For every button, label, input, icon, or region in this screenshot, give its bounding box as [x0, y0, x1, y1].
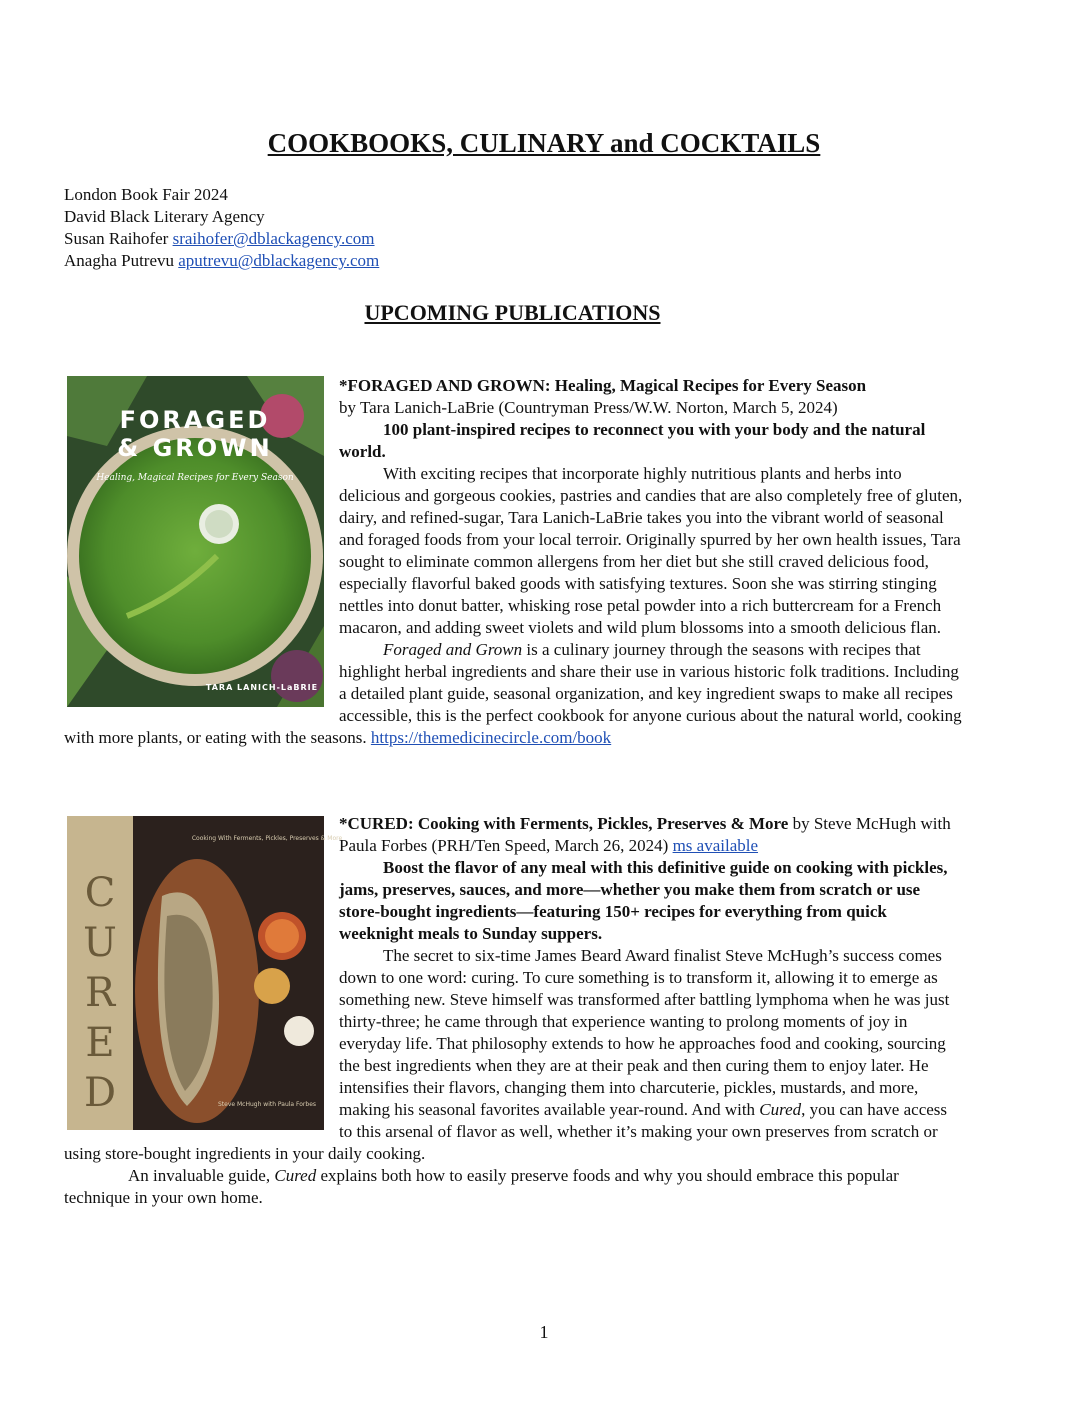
agency-line: David Black Literary Agency [64, 207, 265, 226]
book-description-text: The secret to six-time James Beard Award finalist Steve McHugh’s success comes down to one word: curing. To cure something is to transform it, allowing it to emerge as something new. Steve himself was transformed after battling lymphoma when he was just thirty-three; he came through that experience wanting to prolong moments of joy in everyday life. That philosophy extends to how he approaches food and cooking, sourcing the best ingredients when they are at their peak and then curing them to enjoy later. He intensifies their flavors, changing them into charcuterie, pickles, mustards, and more, making his seasonal favorites available year-round. And with [339, 946, 950, 1119]
book-title: *CURED: Cooking with Ferments, Pickles, Preserves & More [339, 814, 789, 833]
book-title-italic: Foraged and Grown [383, 640, 523, 659]
cover-subtitle: Cooking With Ferments, Pickles, Preserves & More [191, 835, 343, 842]
header-block [64, 184, 379, 272]
cover-letter: C [84, 870, 116, 916]
book-description-text: , you can have access to this arsenal of flavor as well, whether it’s making your own preserves from scratch or using store-bought ingredients in your daily cooking. [64, 1100, 948, 1163]
cover-spacer [64, 375, 339, 710]
document-title: COOKBOOKS, CULINARY and COCKTAILS [267, 128, 821, 158]
section-title: UPCOMING PUBLICATIONS [364, 300, 661, 325]
cover-title-line2: & GROWN [117, 434, 273, 462]
cover-author: Steve McHugh with Paula Forbes [217, 1101, 317, 1108]
book-entry-foraged-and-grown [64, 375, 964, 749]
book-description-2 [64, 1165, 964, 1209]
book-description-text: is a culinary journey through the seasons with recipes that highlight herbal ingredients and share their use in various historic folk traditions. Including a detailed plant guide, seasonal organization, and key ingredient swaps to make all recipes accessible, this is the perfect cookbook for anyone curious about the natural world, cooking with more plants, or eating with the seasons. [64, 640, 962, 747]
cover-letter: D [83, 1070, 117, 1116]
book-title-italic: Cured [759, 1100, 802, 1119]
contact-name: Susan Raihofer [64, 229, 169, 248]
cover-letter: E [85, 1020, 115, 1066]
manuscript-link[interactable]: ms available [672, 836, 759, 855]
book-tagline: Boost the flavor of any meal with this definitive guide on cooking with pickles, jams, preserves, sauces, and more—whether you make them from scratch or use store-bought ingredients—featuring 150+ recipes for everything from quick weeknight meals to Sunday suppers. [339, 858, 948, 943]
cover-subtitle: Healing, Magical Recipes for Every Season [96, 473, 294, 483]
cover-letter: U [83, 920, 117, 966]
contact-email-link[interactable]: aputrevu@dblackagency.com [178, 251, 380, 270]
contact-email-link[interactable]: sraihofer@dblackagency.com [172, 229, 375, 248]
contact-line [64, 250, 379, 272]
book-title-italic: Cured [274, 1166, 317, 1185]
cover-title-line1: FORAGED [119, 406, 271, 434]
book-website-link[interactable]: https://themedicinecircle.com/book [370, 728, 612, 747]
book-entry-cured [64, 813, 964, 1209]
cover-author: TARA LANICH-LaBRIE [205, 683, 319, 692]
book-tagline: 100 plant-inspired recipes to reconnect you with your body and the natural world. [339, 420, 926, 461]
book-title: *FORAGED AND GROWN: Healing, Magical Recipes for Every Season [339, 376, 867, 395]
book-byline: by Steve McHugh with Paula Forbes (PRH/Ten Speed, March 26, 2024) [339, 814, 951, 855]
page-number: 1 [539, 1322, 549, 1342]
event-line: London Book Fair 2024 [64, 185, 228, 204]
contact-line [64, 228, 379, 250]
book-description: With exciting recipes that incorporate highly nutritious plants and herbs into delicious and gorgeous cookies, pastries and candies that are also completely free of gluten, dairy, and refined-sugar, Tara Lanich-LaBrie takes you into the vibrant world of seasonal and foraged foods from your local terroir. Originally spurred by her own health issues, Tara sought to eliminate common allergens from her diet but she still craved delicious food, especially flavorful baked goods with satisfying textures. Soon she was stirring stinging nettles into donut batter, whisking rose petal powder into a rich buttercream for a French macaron, and adding sweet violets and wild plum blossoms into a smooth delicious flan. [339, 464, 963, 637]
book-description-text: explains both how to easily preserve foods and why you should embrace this popular technique in your own home. [64, 1166, 899, 1207]
cover-spacer [64, 813, 339, 1143]
book-description-text: An invaluable guide, [128, 1166, 275, 1185]
book-byline: by Tara Lanich-LaBrie (Countryman Press/W.W. Norton, March 5, 2024) [339, 398, 838, 417]
cover-letter: R [84, 970, 116, 1016]
contact-name: Anagha Putrevu [64, 251, 175, 270]
